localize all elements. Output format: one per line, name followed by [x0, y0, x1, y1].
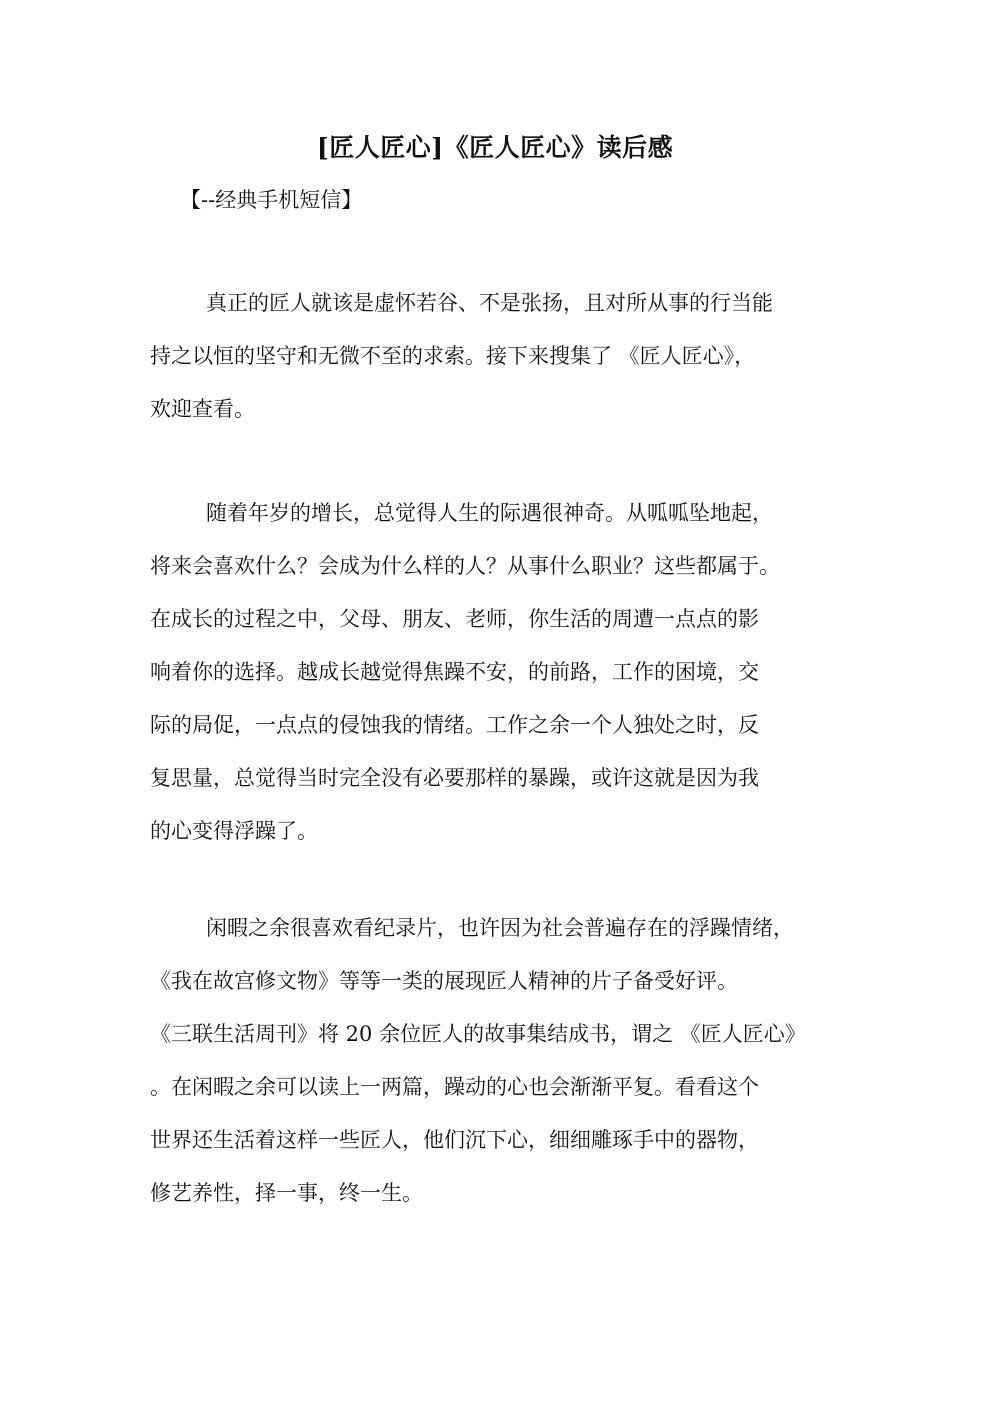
paragraph-line: 际的局促，一点点的侵蚀我的情绪。工作之余一个人独处之时，反: [150, 713, 759, 737]
paragraph-line: 世界还生活着这样一些匠人，他们沉下心，细细雕琢手中的器物，: [150, 1128, 759, 1152]
paragraph-line: 响着你的选择。越成长越觉得焦躁不安，的前路，工作的困境，交: [150, 660, 759, 684]
document-title: [匠人匠心]《匠人匠心》读后感: [316, 133, 674, 162]
paragraph-line: 闲暇之余很喜欢看纪录片，也许因为社会普遍存在的浮躁情绪，: [206, 916, 794, 940]
paragraph-line: 持之以恒的坚守和无微不至的求索。接下来搜集了 《匠人匠心》，: [150, 344, 756, 368]
paragraph-growth: [150, 487, 860, 858]
paragraph-line: 《三联生活周刊》将 20 余位匠人的故事集结成书，谓之 《匠人匠心》: [150, 1022, 806, 1046]
paragraph-line: 的心变得浮躁了。: [150, 819, 318, 843]
paragraph-line: 修艺养性，择一事，终一生。: [150, 1181, 423, 1205]
document-subtitle: 【--经典手机短信】: [180, 188, 363, 212]
paragraph-documentary: [150, 902, 860, 1220]
paragraph-intro: [150, 277, 860, 436]
paragraph-line: 真正的匠人就该是虚怀若谷、不是张扬，且对所从事的行当能: [206, 291, 773, 315]
paragraph-line: 。在闲暇之余可以读上一两篇，躁动的心也会渐渐平复。看看这个: [150, 1075, 759, 1099]
paragraph-line: 《我在故宫修文物》等等一类的展现匠人精神的片子备受好评。: [150, 969, 738, 993]
paragraph-line: 欢迎查看。: [150, 397, 255, 421]
paragraph-line: 将来会喜欢什么？会成为什么样的人？从事什么职业？这些都属于。: [150, 554, 780, 578]
paragraph-line: 随着年岁的增长，总觉得人生的际遇很神奇。从呱呱坠地起，: [206, 501, 773, 525]
paragraph-line: 在成长的过程之中，父母、朋友、老师，你生活的周遭一点点的影: [150, 607, 759, 631]
paragraph-line: 复思量，总觉得当时完全没有必要那样的暴躁，或许这就是因为我: [150, 766, 759, 790]
